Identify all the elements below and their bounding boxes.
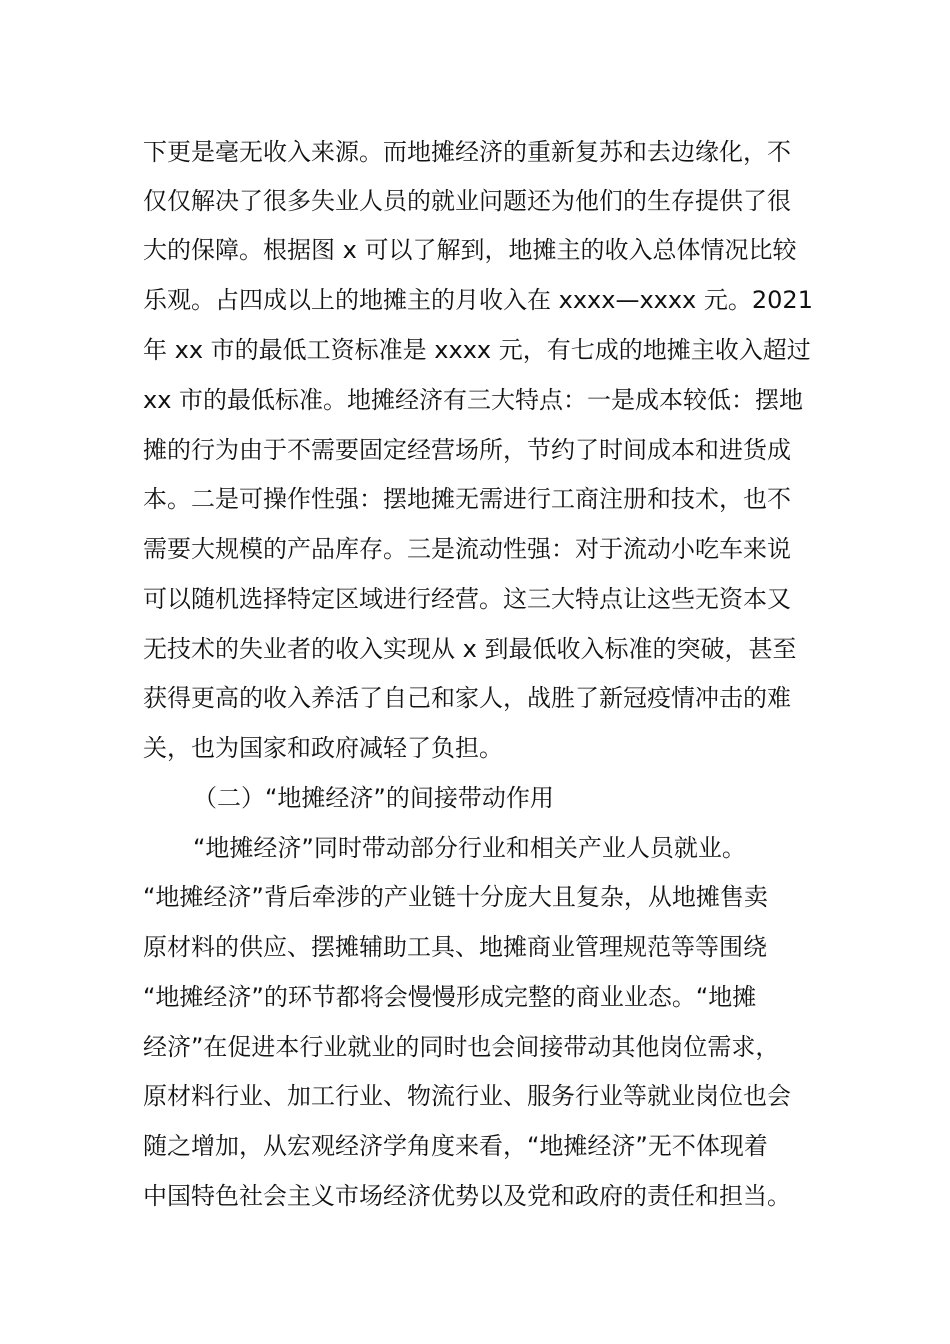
paragraph-line: 仅仅解决了很多失业人员的就业问题还为他们的生存提供了很	[143, 187, 791, 215]
paragraph-line: 随之增加，从宏观经济学角度来看，“地摊经济”无不体现着	[143, 1132, 768, 1160]
paragraph-line: 可以随机选择特定区域进行经营。这三大特点让这些无资本又	[143, 585, 791, 613]
paragraph-line: 原材料的供应、摆摊辅助工具、地摊商业管理规范等等围绕	[143, 933, 767, 961]
paragraph-line: 获得更高的收入养活了自己和家人，战胜了新冠疫情冲击的难	[143, 684, 791, 712]
section-heading: （二）“地摊经济”的间接带动作用	[193, 784, 554, 812]
paragraph-line: 摊的行为由于不需要固定经营场所，节约了时间成本和进货成	[143, 436, 791, 464]
paragraph-line: 关，也为国家和政府减轻了负担。	[143, 734, 503, 762]
paragraph-line: “地摊经济”的环节都将会慢慢形成完整的商业业态。“地摊	[143, 983, 757, 1011]
paragraph-line: 下更是毫无收入来源。而地摊经济的重新复苏和去边缘化，不	[143, 138, 791, 166]
paragraph-line: 本。二是可操作性强：摆地摊无需进行工商注册和技术，也不	[143, 485, 791, 513]
paragraph-line: xx 市的最低标准。地摊经济有三大特点：一是成本较低：摆地	[143, 386, 804, 414]
paragraph-line: 大的保障。根据图 x 可以了解到，地摊主的收入总体情况比较	[143, 236, 797, 264]
paragraph-line: 经济”在促进本行业就业的同时也会间接带动其他岗位需求，	[143, 1033, 780, 1061]
paragraph-line: 年 xx 市的最低工资标准是 xxxx 元，有七成的地摊主收入超过	[143, 336, 811, 364]
paragraph-line: “地摊经济”背后牵涉的产业链十分庞大且复杂，从地摊售卖	[143, 883, 768, 911]
paragraph-line: 乐观。占四成以上的地摊主的月收入在 xxxx—xxxx 元。2021	[143, 286, 813, 314]
paragraph-line: 无技术的失业者的收入实现从 x 到最低收入标准的突破，甚至	[143, 635, 797, 663]
paragraph-line: 需要大规模的产品库存。三是流动性强：对于流动小吃车来说	[143, 535, 791, 563]
paragraph-line: 中国特色社会主义市场经济优势以及党和政府的责任和担当。	[143, 1182, 791, 1210]
paragraph-line: 原材料行业、加工行业、物流行业、服务行业等就业岗位也会	[143, 1082, 791, 1110]
paragraph-line: “地摊经济”同时带动部分行业和相关产业人员就业。	[193, 834, 746, 862]
